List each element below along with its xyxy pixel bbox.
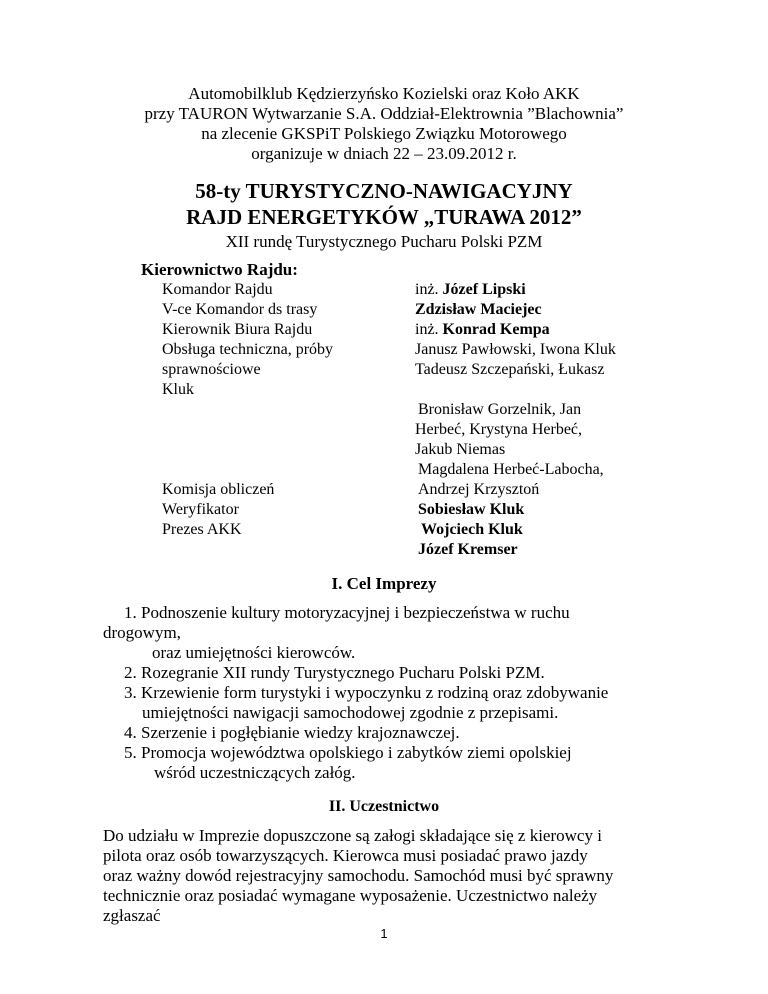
role-biuro: Kierownik Biura Rajdu bbox=[162, 321, 313, 338]
role-obsluga-line3: Kluk bbox=[162, 381, 194, 398]
name-prezes: Józef Kremser bbox=[418, 541, 518, 558]
name-obsluga-line6: Magdalena Herbeć-Labocha, bbox=[418, 461, 604, 478]
name-prefix: inż. bbox=[415, 281, 443, 298]
role-komisja: Komisja obliczeń bbox=[162, 481, 275, 498]
name-obsluga-line4: Herbeć, Krystyna Herbeć, bbox=[415, 421, 583, 438]
section-1-item-1-line1: 1. Podnoszenie kultury motoryzacyjnej i bezpieczeństwa w ruchu bbox=[124, 603, 570, 622]
name-obsluga-line3: Bronisław Gorzelnik, Jan bbox=[418, 401, 582, 418]
name-prefix: inż. bbox=[415, 321, 443, 338]
name-obsluga-line2: Tadeusz Szczepański, Łukasz bbox=[415, 361, 605, 378]
rally-title-line1: 58-ty TURYSTYCZNO-NAWIGACYJNY bbox=[195, 179, 573, 203]
section-1-item-2: 2. Rozegranie XII rundy Turystycznego Pucharu Polski PZM. bbox=[124, 663, 545, 682]
section-2-paragraph-line3: oraz ważny dowód rejestracyjny samochodu. Samochód musi być sprawny bbox=[103, 866, 614, 885]
page-number: 1 bbox=[380, 926, 388, 941]
section-2-paragraph-line4: technicznie oraz posiadać wymagane wyposażenie. Uczestnictwo należy bbox=[103, 886, 598, 905]
header-dates-line: organizuje w dniach 22 – 23.09.2012 r. bbox=[251, 144, 517, 163]
management-heading: Kierownictwo Rajdu: bbox=[141, 260, 298, 279]
section-1-item-4: 4. Szerzenie i pogłębianie wiedzy krajoznawczej. bbox=[124, 723, 460, 742]
section-2-paragraph-line1: Do udziału w Imprezie dopuszczone są załogi składające się z kierowcy i bbox=[103, 826, 602, 845]
section-1-item-5-line1: 5. Promocja województwa opolskiego i zabytków ziemi opolskiej bbox=[124, 743, 572, 762]
name-weryfikator: Wojciech Kluk bbox=[421, 521, 523, 538]
section-1-heading: I. Cel Imprezy bbox=[331, 574, 437, 593]
role-prezes: Prezes AKK bbox=[162, 521, 242, 538]
section-2-heading: II. Uczestnictwo bbox=[328, 798, 440, 815]
section-1-item-1-line2: drogowym, bbox=[103, 623, 181, 642]
section-2-paragraph-line2: pilota oraz osób towarzyszących. Kierowca musi posiadać prawo jazdy bbox=[103, 846, 588, 865]
role-obsluga-line1: Obsługa techniczna, próby bbox=[162, 341, 334, 358]
name-komandor bbox=[415, 280, 526, 300]
role-vice-komandor: V-ce Komandor ds trasy bbox=[162, 301, 318, 318]
name-obsluga-line1: Janusz Pawłowski, Iwona Kluk bbox=[415, 341, 616, 358]
header-organizer-line: Automobilklub Kędzierzyńsko Kozielski oraz Koło AKK bbox=[188, 84, 580, 103]
section-1-item-1-line3: oraz umiejętności kierowców. bbox=[152, 643, 356, 662]
name-vice-komandor: Zdzisław Maciejec bbox=[415, 301, 542, 318]
role-obsluga-line2: sprawnościowe bbox=[162, 361, 261, 378]
rally-subtitle: XII rundę Turystycznego Pucharu Polski PZM bbox=[225, 232, 543, 251]
name-bold: Józef Lipski bbox=[442, 281, 526, 298]
name-obsluga-line5: Jakub Niemas bbox=[415, 441, 506, 458]
rally-title-line2: RAJD ENERGETYKÓW „TURAWA 2012” bbox=[186, 205, 582, 229]
header-commission-line: na zlecenie GKSPiT Polskiego Związku Motorowego bbox=[201, 124, 567, 143]
section-1-item-3-line1: 3. Krzewienie form turystyki i wypoczynku z rodziną oraz zdobywanie bbox=[124, 683, 609, 702]
name-bold: Konrad Kempa bbox=[442, 321, 550, 338]
header-host-line: przy TAURON Wytwarzanie S.A. Oddział-Elektrownia ”Blachownia” bbox=[144, 104, 624, 123]
name-komisja: Sobiesław Kluk bbox=[418, 501, 525, 518]
section-1-item-5-line2: wśród uczestniczących załóg. bbox=[154, 763, 356, 782]
name-obsluga-line7: Andrzej Krzysztoń bbox=[418, 481, 540, 498]
name-biuro bbox=[415, 320, 550, 340]
section-2-paragraph-line5: zgłaszać bbox=[103, 906, 161, 925]
section-1-item-3-line2: umiejętności nawigacji samochodowej zgodnie z przepisami. bbox=[142, 703, 559, 722]
role-komandor: Komandor Rajdu bbox=[162, 281, 273, 298]
role-weryfikator: Weryfikator bbox=[162, 501, 239, 518]
